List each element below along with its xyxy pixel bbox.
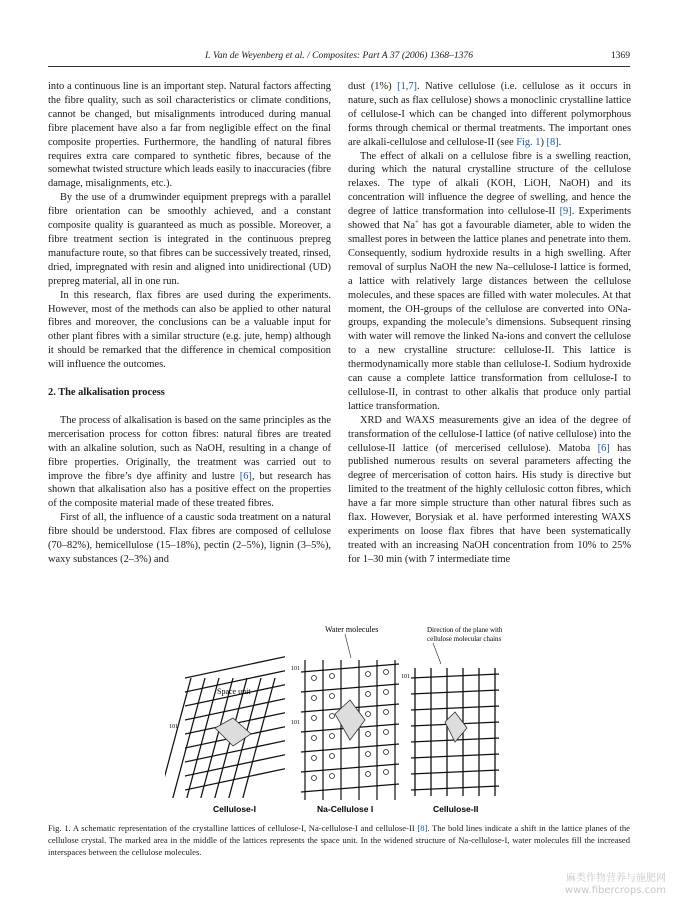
cellulose-ii-lattice	[411, 668, 499, 796]
text: has published numerous results on several parameters affecting the degree of mercerisation of cotton hairs. His study is directive but limited to the treatment of the highly cellulosic cotton fibres, which have a far more simple structure than other natural fibres such as flax. However, Borysiak et al. have performed interesting WAXS experiments on loose flax fibres that have been systematically treated with an increasing NaOH concentration from 10% to 25% for 1–30 min (with 7 intermediate time	[348, 442, 631, 565]
na-cellulose-lattice	[301, 660, 399, 800]
label-101: 101	[169, 724, 178, 730]
citation-link[interactable]: [6]	[597, 442, 610, 454]
figure-1	[165, 618, 525, 818]
label-101: 101	[401, 674, 410, 680]
citation-link[interactable]: [1,7]	[397, 81, 418, 92]
paragraph: First of all, the influence of a caustic soda treatment on a natural fibre should be understood. Flax fibres are composed of cellulose (70–82%), hemicellulose (15–18%), pectin (2–5%), lignin (3–5%), waxy substances (2–3%) and	[48, 512, 331, 565]
label-101: 101	[291, 720, 300, 726]
text: . Experiments showed that Na	[348, 206, 631, 232]
text: has got a favourable diameter, able to widen the smallest pores in between the lattice planes and penetrate into them. Consequently, sodium hydroxide results in a high swelling. After removal of surplus NaOH the new Na–cellulose-I lattice is formed, a lattice with relatively large distances between the cellulose molecules, and these spaces are filled with water molecules. At that moment, the OH-groups of the cellulose are converted into ONa-groups, expanding the molecule’s dimensions. Subsequent rinsing with water will remove the linked Na-ions and convert the cellulose to a new crystalline structure: cellulose-II. This lattice is thermodynamically more stable than cellulose-I. Sodium hydroxide can cause a complete lattice transformation from cellulose-I to cellulose-II, in contrast to other alkalis that produce only partial lattice transformation.	[348, 220, 632, 412]
paragraph	[48, 414, 331, 511]
text: The effect of alkali on a cellulose fibre is a swelling reaction, during which the natural crystalline structure of the cellulose relaxes. The type of alkali (KOH, LiOH, NaOH) and its concentration will influence the degree of swelling, and hence the degree of lattice transformation into cellulose-II	[348, 150, 631, 218]
left-column	[48, 80, 331, 567]
paragraph: By the use of a drumwinder equipment prepregs with a parallel fibre orientation can be smoothly achieved, and a constant composite quality is guaranteed as much as possible. Moreover, a fibre treatment section is integrated in the continuous prepreg manufacture route, so that fibres can be successively treated, rinsed, dried, impregnated with resin and aligned into unidirectional (UD) prepreg material, all in one run.	[48, 192, 331, 287]
text: .	[558, 136, 562, 148]
citation-link[interactable]: [8]	[546, 136, 559, 148]
right-column	[348, 80, 631, 567]
text: . Native cellulose (i.e. cellulose as it occurs in nature, such as flax cellulose) shows a monoclinic crystalline lattice of cellulose-I which can be changed into different polymorphous forms through chemical or thermal treatments. The important ones are alkali-cellulose and cellulose-II (see	[348, 81, 631, 148]
paragraph	[348, 150, 631, 414]
header-rule	[48, 66, 630, 67]
text: Fig. 1. A schematic representation of the crystalline lattices of cellulose-I, Na-cellulose-I and cellulose-II	[48, 823, 418, 833]
text: . The bold lines indicate a shift in the lattice planes of the cellulose crystal. The marked area in the middle of the lattices represents the space unit. In the widened structure of Na-cellulose-I, water molecules fill the increased interspaces between the cellulose molecules.	[48, 823, 630, 857]
paragraph	[348, 80, 631, 150]
citation-link[interactable]: [8]	[417, 823, 428, 833]
citation-link[interactable]: [9]	[559, 206, 572, 218]
label-cellulose-ii: Cellulose-II	[433, 804, 479, 814]
label-direction-1: Direction of the plane with	[427, 626, 503, 634]
watermark	[565, 873, 666, 897]
watermark-line-1: 麻类作物营养与施肥网	[566, 873, 666, 884]
paragraph: into a continuous line is an important step. Natural factors affecting the fibre quality, such as soil characteristics or climate conditions, cannot be changed, but misalignments introduced during manual fibre placement have also a far from negligible effect on the final composite properties. Furthermore, the handling of natural fibres requires extra care compared to synthetic fibres, because of the somewhat twisted structure which leads easily to inaccuracies (fibre damage, misalignments, etc.).	[48, 81, 331, 190]
text: , but research has shown that alkalisation also has a positive effect on the properties of the composite material made of these treated fibres.	[48, 470, 331, 510]
text: The process of alkalisation is based on the same principles as the mercerisation process for cotton fibres: natural fibres are treated with an alkaline solution, such as NaOH, resulting in a change of fibre properties. Originally, the treatment was carried out to improve the fibre’s dye affinity and lustre	[48, 414, 331, 482]
figure-caption	[48, 822, 630, 858]
text: XRD and WAXS measurements give an idea of the degree of transformation of the cellulose-I lattice (of native cellulose) into the cellulose-II lattice (of mercerised cellulose). Matoba	[348, 414, 631, 454]
cellulose-i-lattice	[165, 657, 285, 798]
label-direction-2: cellulose molecular chains	[427, 635, 502, 643]
label-water-molecules: Water molecules	[325, 625, 379, 634]
citation-link[interactable]: [6]	[239, 470, 252, 482]
label-cellulose-i: Cellulose-I	[213, 804, 256, 814]
text: dust (1%)	[348, 81, 398, 92]
label-na-cellulose: Na-Cellulose I	[317, 804, 374, 814]
running-title: I. Van de Weyenberg et al. / Composites: Part A 37 (2006) 1368–1376	[204, 50, 474, 61]
figure-link[interactable]: Fig. 1	[516, 136, 541, 148]
watermark-line-2: www.fibercrops.com	[564, 885, 666, 896]
lattice-diagram	[165, 618, 525, 818]
paragraph	[348, 414, 631, 567]
page-number: 1369	[610, 50, 630, 61]
superscript: +	[414, 217, 419, 226]
section-heading: 2. The alkalisation process	[48, 387, 165, 399]
text: )	[540, 136, 547, 148]
label-101: 101	[291, 666, 300, 672]
label-space-unit: Space unit	[217, 687, 251, 696]
paragraph: In this research, flax fibres are used during the experiments. However, most of the methods can also be applied to other natural fibres and moreover, the conclusions can be a valuable input for other plant fibres with a similar structure (e.g. jute, hemp) although it should be remarked that the difference in chemical composition will influence the outcomes.	[48, 289, 331, 371]
running-head	[48, 50, 630, 66]
